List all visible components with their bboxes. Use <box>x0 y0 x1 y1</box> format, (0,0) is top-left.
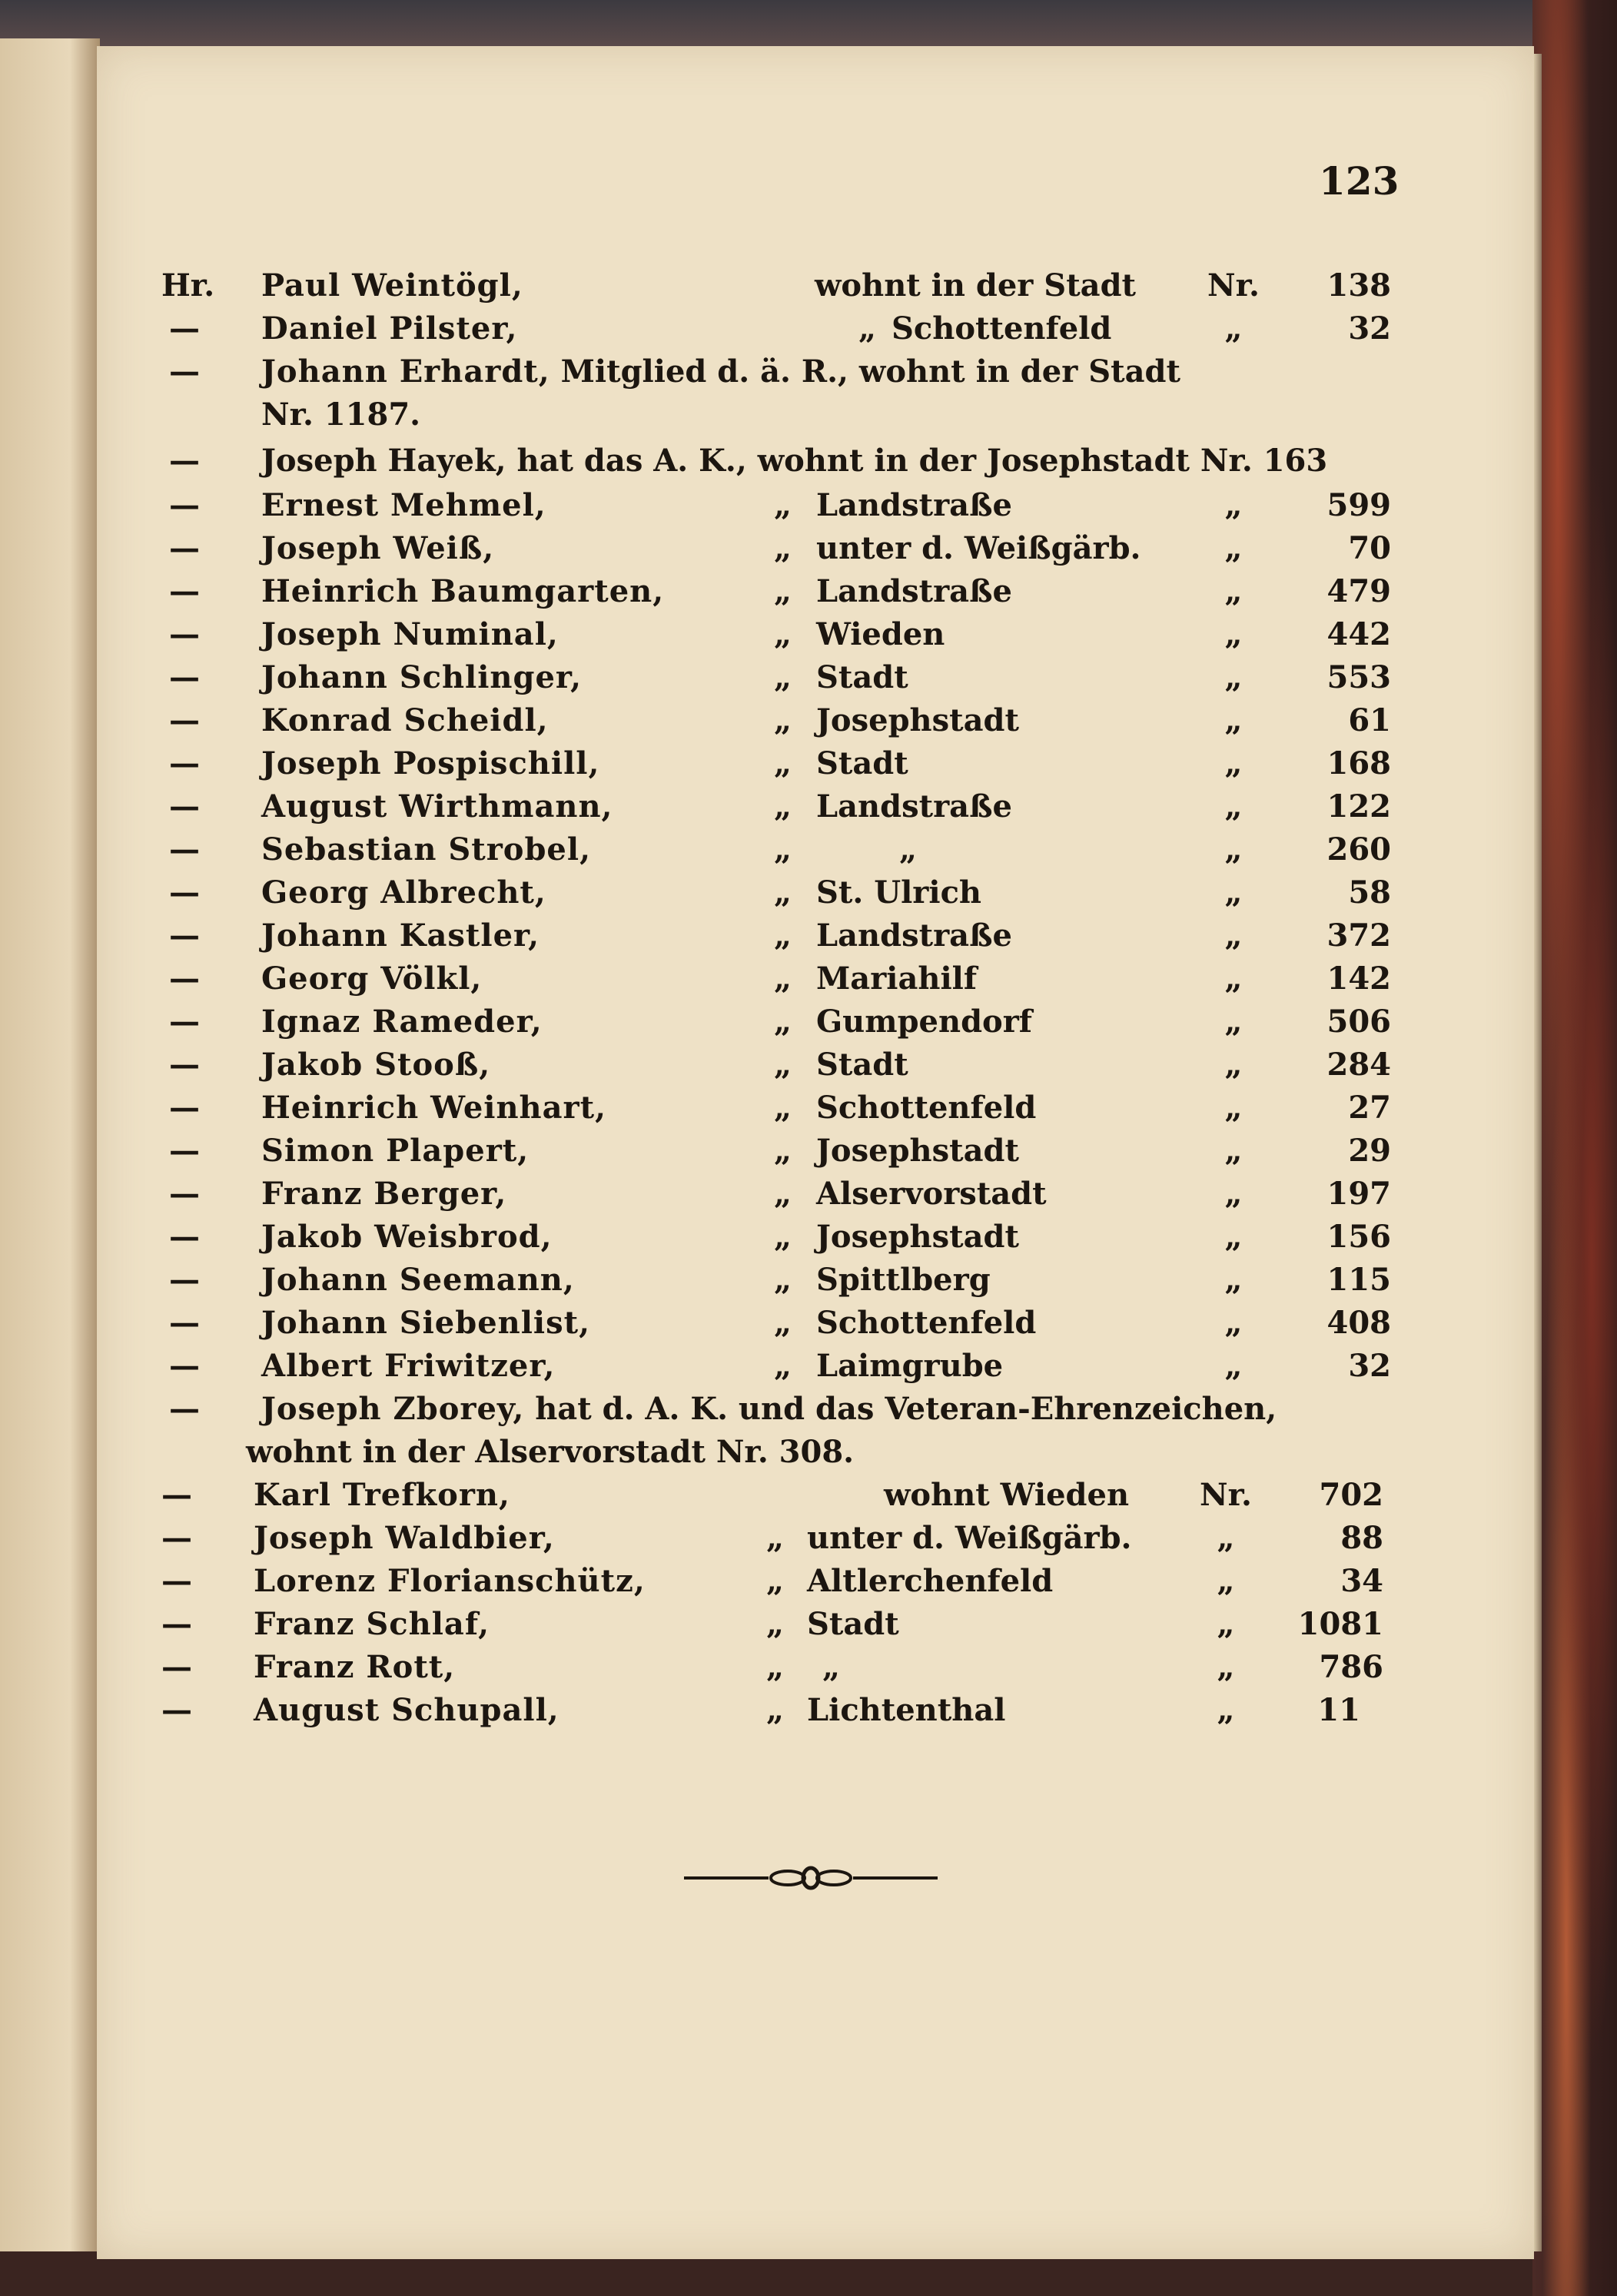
house-number: 479 <box>1326 573 1391 609</box>
dash: — <box>161 1563 192 1599</box>
house-number: 702 <box>1319 1477 1383 1513</box>
ditto-mark: „ <box>899 831 918 868</box>
person-name: Johann Kastler, <box>261 917 540 954</box>
list-item <box>169 570 1391 613</box>
person-name: Karl Trefkorn, <box>254 1477 510 1513</box>
ditto-mark: „ <box>1224 1176 1243 1212</box>
ditto-mark: „ <box>1224 831 1243 868</box>
dash: — <box>169 702 200 738</box>
district: Lichtenthal <box>807 1692 1006 1728</box>
ditto-mark: „ <box>1217 1563 1235 1599</box>
house-number: 156 <box>1326 1219 1391 1255</box>
dash: — <box>169 1262 200 1298</box>
list-item <box>169 1087 1391 1130</box>
entry-details: Mitglied d. ä. R., wohnt in der Stadt <box>560 353 1180 390</box>
dash: — <box>169 353 200 390</box>
list-item <box>169 914 1391 957</box>
list-item <box>169 742 1391 785</box>
list-item <box>169 699 1391 742</box>
list-item <box>169 1216 1391 1259</box>
person-name: Georg Völkl, <box>261 961 483 997</box>
ditto-mark: „ <box>1224 961 1243 997</box>
honorific: Hr. <box>161 267 215 304</box>
ditto-mark: „ <box>1224 788 1243 825</box>
ditto-mark: „ <box>773 1348 792 1384</box>
person-name: Joseph Numinal, <box>261 616 559 652</box>
dash: — <box>169 616 200 652</box>
person-name: Lorenz Florianschütz, <box>254 1563 646 1599</box>
district: Stadt <box>807 1606 899 1642</box>
district: Laimgrube <box>816 1348 1004 1384</box>
ditto-mark: „ <box>1224 702 1243 738</box>
district: Wieden <box>816 616 945 652</box>
district: Josephstadt <box>816 1133 1019 1169</box>
ditto-mark: „ <box>1224 874 1243 911</box>
district: Mariahilf <box>816 961 978 997</box>
ditto-mark: „ <box>765 1606 784 1642</box>
district: Schottenfeld <box>816 1305 1037 1341</box>
ditto-mark: „ <box>1217 1520 1235 1556</box>
ditto-mark: „ <box>773 1176 792 1212</box>
person-name: Joseph Zborey, <box>261 1391 525 1427</box>
district: Altlerchenfeld <box>807 1563 1054 1599</box>
district: unter d. Weißgärb. <box>816 530 1141 566</box>
house-number: 506 <box>1326 1004 1391 1040</box>
ditto-mark: „ <box>1224 573 1243 609</box>
list-item <box>169 484 1391 527</box>
district: Schottenfeld <box>816 1090 1037 1126</box>
list-item <box>169 1043 1391 1087</box>
district: Stadt <box>816 659 908 695</box>
page-stack-edge <box>1534 54 1542 2251</box>
person-name: Joseph Hayek, <box>261 443 506 479</box>
house-number: 27 <box>1348 1090 1391 1126</box>
house-number: 34 <box>1340 1563 1383 1599</box>
dash: — <box>169 745 200 781</box>
list-item <box>169 440 1391 483</box>
dash: — <box>169 788 200 825</box>
house-number: 138 <box>1326 267 1391 304</box>
dash: — <box>169 1219 200 1255</box>
dash: — <box>169 573 200 609</box>
dash: — <box>169 961 200 997</box>
list-item <box>161 1474 1383 1517</box>
dash: — <box>169 1176 200 1212</box>
dash: — <box>169 1391 200 1427</box>
residence-phrase: wohnt Wieden <box>884 1477 1130 1513</box>
dash: — <box>169 874 200 911</box>
house-number: 70 <box>1348 530 1391 566</box>
list-item <box>161 1689 1383 1732</box>
person-name: Johann Siebenlist, <box>261 1305 591 1341</box>
ditto-mark: „ <box>1224 659 1243 695</box>
person-name: Franz Schlaf, <box>254 1606 490 1642</box>
ditto-mark: „ <box>1224 1133 1243 1169</box>
ditto-mark: „ <box>1224 310 1243 347</box>
person-name: Simon Plapert, <box>261 1133 530 1169</box>
entry-details: hat das A. K., wohnt in der Josephstadt Nr. 163 <box>516 443 1328 479</box>
list-item <box>169 957 1391 1000</box>
district: Landstraße <box>816 788 1012 825</box>
house-number: 408 <box>1326 1305 1391 1341</box>
house-number: 61 <box>1348 702 1391 738</box>
district: Stadt <box>816 745 908 781</box>
person-name: Johann Schlinger, <box>261 659 582 695</box>
ditto-mark: „ <box>1224 530 1243 566</box>
ditto-mark: „ <box>773 530 792 566</box>
list-item <box>169 1259 1391 1302</box>
dash: — <box>169 831 200 868</box>
list-item <box>169 1388 1391 1474</box>
person-name: Joseph Pospischill, <box>261 745 600 781</box>
dash: — <box>169 530 200 566</box>
list-item <box>169 1000 1391 1043</box>
dash: — <box>161 1692 192 1728</box>
list-item <box>161 1517 1383 1560</box>
dash: — <box>169 487 200 523</box>
house-number: 1081 <box>1297 1606 1383 1642</box>
house-number: 197 <box>1326 1176 1391 1212</box>
entry-details-continued: wohnt in der Alservorstadt Nr. 308. <box>246 1434 855 1470</box>
ditto-mark: „ <box>765 1692 784 1728</box>
ditto-mark: „ <box>1224 1004 1243 1040</box>
person-name: Paul Weintögl, <box>261 267 523 304</box>
ornament-loop-right <box>817 1871 851 1885</box>
ditto-mark: „ <box>773 573 792 609</box>
ditto-mark: „ <box>1224 745 1243 781</box>
dash: — <box>169 1305 200 1341</box>
person-name: August Wirthmann, <box>261 788 613 825</box>
list-item <box>169 1130 1391 1173</box>
house-number: 260 <box>1326 831 1391 868</box>
list-item <box>169 1302 1391 1345</box>
list-item <box>169 1345 1391 1388</box>
ditto-mark: „ <box>773 659 792 695</box>
ornament-divider <box>676 1863 945 1893</box>
list-item <box>169 350 1391 436</box>
ditto-mark: „ <box>773 1262 792 1298</box>
dash: — <box>169 1004 200 1040</box>
house-number: 786 <box>1319 1649 1383 1685</box>
dash: — <box>161 1649 192 1685</box>
ditto-mark: „ <box>773 1047 792 1083</box>
dash: — <box>161 1606 192 1642</box>
entry-details: hat d. A. K. und das Veteran-Ehrenzeichen, <box>535 1391 1277 1427</box>
house-number: 32 <box>1348 310 1391 347</box>
book-cover-edge <box>0 0 1617 46</box>
dash: — <box>169 659 200 695</box>
person-name: Ignaz Rameder, <box>261 1004 543 1040</box>
ditto-mark: „ <box>773 1004 792 1040</box>
district: Stadt <box>816 1047 908 1083</box>
person-name: Sebastian Strobel, <box>261 831 591 868</box>
district: Landstraße <box>816 573 1012 609</box>
ditto-mark: „ <box>1224 1262 1243 1298</box>
list-item <box>169 785 1391 828</box>
dash: — <box>169 1133 200 1169</box>
list-item <box>169 613 1391 656</box>
house-number: 32 <box>1348 1348 1391 1384</box>
ditto-mark: „ <box>858 310 876 347</box>
house-number: 284 <box>1326 1047 1391 1083</box>
house-number: 553 <box>1326 659 1391 695</box>
person-name: Daniel Pilster, <box>261 310 518 347</box>
dash: — <box>169 310 200 347</box>
dash: — <box>169 1047 200 1083</box>
person-name: Albert Friwitzer, <box>261 1348 556 1384</box>
house-number: 122 <box>1326 788 1391 825</box>
district: Josephstadt <box>816 702 1019 738</box>
list-item <box>169 871 1391 914</box>
list-item <box>161 1560 1383 1603</box>
person-name: Johann Erhardt, <box>261 353 550 390</box>
house-number: 142 <box>1326 961 1391 997</box>
list-item <box>161 264 1391 307</box>
ditto-mark: „ <box>773 616 792 652</box>
dash: — <box>161 1477 192 1513</box>
person-name: Joseph Weiß, <box>261 530 495 566</box>
dash: — <box>169 1348 200 1384</box>
person-name: Georg Albrecht, <box>261 874 546 911</box>
house-number: 115 <box>1326 1262 1391 1298</box>
ditto-mark: „ <box>773 874 792 911</box>
ditto-mark: „ <box>773 1090 792 1126</box>
dash: — <box>169 1090 200 1126</box>
district: St. Ulrich <box>816 874 981 911</box>
ditto-mark: „ <box>773 702 792 738</box>
person-name: Ernest Mehmel, <box>261 487 546 523</box>
list-item <box>161 1646 1383 1689</box>
ditto-mark: „ <box>1224 1305 1243 1341</box>
ditto-mark: „ <box>1224 487 1243 523</box>
dash: — <box>169 443 200 479</box>
house-number: 29 <box>1348 1133 1391 1169</box>
house-number: 168 <box>1326 745 1391 781</box>
ditto-mark: „ <box>773 745 792 781</box>
dash: — <box>161 1520 192 1556</box>
district: Gumpendorf <box>816 1004 1032 1040</box>
ditto-mark: „ <box>1224 1219 1243 1255</box>
ditto-mark: „ <box>765 1520 784 1556</box>
list-item <box>169 656 1391 699</box>
person-name: Franz Berger, <box>261 1176 507 1212</box>
ditto-mark: „ <box>773 961 792 997</box>
district: Josephstadt <box>816 1219 1019 1255</box>
list-item <box>161 1603 1383 1646</box>
ditto-mark: „ <box>773 788 792 825</box>
district: unter d. Weißgärb. <box>807 1520 1132 1556</box>
person-name: August Schupall, <box>254 1692 559 1728</box>
ditto-mark: „ <box>1224 1348 1243 1384</box>
person-name: Johann Seemann, <box>261 1262 575 1298</box>
ditto-mark: „ <box>1224 1047 1243 1083</box>
nr-label: Nr. <box>1207 267 1260 304</box>
person-name: Franz Rott, <box>254 1649 456 1685</box>
marbled-cover <box>1532 0 1617 2296</box>
ditto-mark: „ <box>1217 1692 1235 1728</box>
ditto-mark: „ <box>1217 1649 1235 1685</box>
ditto-mark: „ <box>773 487 792 523</box>
dash: — <box>169 917 200 954</box>
list-item <box>169 1173 1391 1216</box>
person-name: Joseph Waldbier, <box>254 1520 555 1556</box>
ditto-mark: „ <box>773 1219 792 1255</box>
district: Landstraße <box>816 917 1012 954</box>
facing-page-edge <box>0 38 100 2251</box>
house-number: 372 <box>1326 917 1391 954</box>
person-name: Jakob Stooß, <box>261 1047 491 1083</box>
ornament-loop-left <box>771 1871 805 1885</box>
page-number: 123 <box>1319 158 1400 204</box>
house-number: 88 <box>1340 1520 1383 1556</box>
ditto-mark: „ <box>765 1563 784 1599</box>
person-name: Konrad Scheidl, <box>261 702 549 738</box>
ditto-mark: „ <box>773 1305 792 1341</box>
nr-label: Nr. <box>1200 1477 1252 1513</box>
list-item <box>169 527 1391 570</box>
house-number: 58 <box>1348 874 1391 911</box>
district: Landstraße <box>816 487 1012 523</box>
house-number: 11 <box>1317 1692 1360 1728</box>
person-name: Jakob Weisbrod, <box>261 1219 553 1255</box>
district: Alservorstadt <box>816 1176 1047 1212</box>
ditto-mark: „ <box>1224 616 1243 652</box>
entry-details-continued: Nr. 1187. <box>261 396 421 433</box>
ditto-mark: „ <box>1224 1090 1243 1126</box>
district: Spittlberg <box>816 1262 991 1298</box>
ditto-mark: „ <box>1224 917 1243 954</box>
ditto-mark: „ <box>822 1649 841 1685</box>
district: Schottenfeld <box>892 310 1112 347</box>
residence-phrase: wohnt in der Stadt <box>815 267 1137 304</box>
list-item <box>169 307 1391 350</box>
list-item <box>169 828 1391 871</box>
ditto-mark: „ <box>773 831 792 868</box>
house-number: 599 <box>1326 487 1391 523</box>
house-number: 442 <box>1326 616 1391 652</box>
ditto-mark: „ <box>1217 1606 1235 1642</box>
ditto-mark: „ <box>773 1133 792 1169</box>
person-name: Heinrich Weinhart, <box>261 1090 607 1126</box>
ditto-mark: „ <box>765 1649 784 1685</box>
ditto-mark: „ <box>773 917 792 954</box>
person-name: Heinrich Baumgarten, <box>261 573 665 609</box>
